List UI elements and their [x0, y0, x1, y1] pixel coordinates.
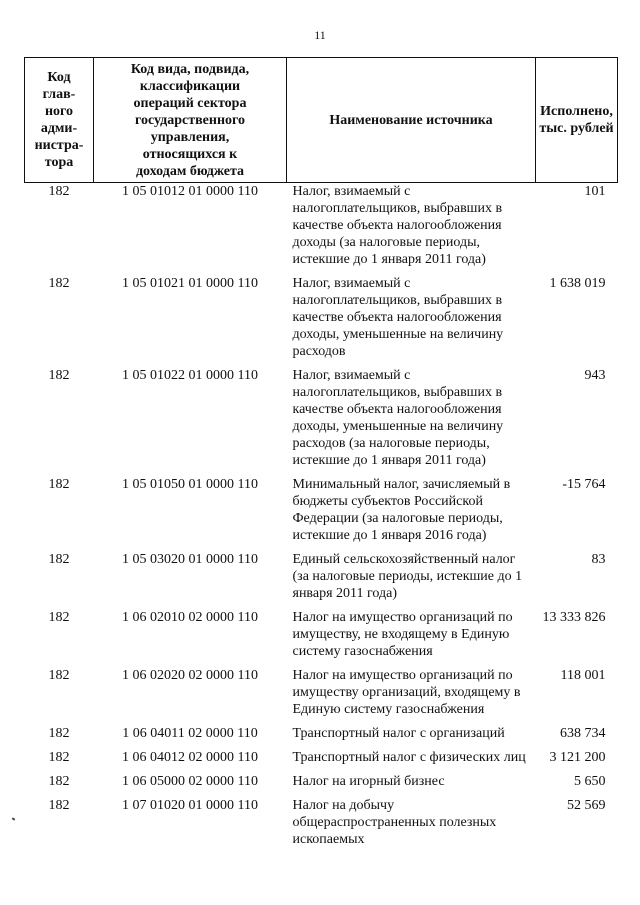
table-body: [25, 183, 618, 856]
cell-classification-code: 1 05 01021 01 0000 110: [122, 276, 258, 291]
header-executed: Исполнено, тыс. рублей: [536, 58, 618, 183]
table-row: [25, 367, 618, 476]
cell-classification-code: 1 05 01012 01 0000 110: [122, 184, 258, 199]
cell-source-name: Налог на имущество организаций по имуществу, не входящему в Единую систему газоснабжения: [292, 610, 513, 659]
cell-source-name: Налог, взимаемый с налогоплательщиков, выбравших в качестве объекта налогообложения доходы, уменьшенные на величину расходов (за налоговые периоды, истекшие до 1 января 2011 года): [292, 368, 504, 468]
cell-admin-code: 182: [48, 668, 70, 683]
cell-classification-code: 1 07 01020 01 0000 110: [122, 798, 258, 813]
cell-source-name: Транспортный налог с физических лиц: [292, 750, 526, 765]
header-source-name: Наименование источника: [287, 58, 536, 183]
table-row: [25, 275, 618, 367]
page-number: 11: [314, 28, 326, 42]
stray-mark: [12, 817, 16, 820]
cell-classification-code: 1 06 05000 02 0000 110: [122, 774, 258, 789]
cell-executed-amount: 101: [584, 184, 606, 199]
cell-admin-code: 182: [48, 774, 70, 789]
table-row: [25, 551, 618, 609]
table-row: [25, 725, 618, 749]
cell-classification-code: 1 06 02020 02 0000 110: [122, 668, 258, 683]
cell-executed-amount: 13 333 826: [542, 610, 606, 625]
table-row: [25, 773, 618, 797]
table-row: [25, 476, 618, 551]
cell-source-name: Налог, взимаемый с налогоплательщиков, выбравших в качестве объекта налогообложения доходы, уменьшенные на величину расходов: [292, 276, 504, 359]
table-row: [25, 797, 618, 855]
cell-executed-amount: 83: [591, 552, 606, 567]
table-row: [25, 749, 618, 773]
cell-source-name: Налог на добычу общераспространенных полезных ископаемых: [292, 798, 497, 847]
cell-admin-code: 182: [48, 610, 70, 625]
cell-executed-amount: 118 001: [560, 668, 606, 683]
table-row: [25, 183, 618, 276]
table-header-row: [25, 58, 618, 183]
cell-admin-code: 182: [48, 726, 70, 741]
cell-executed-amount: 638 734: [560, 726, 606, 741]
cell-classification-code: 1 06 04011 02 0000 110: [122, 726, 258, 741]
cell-admin-code: 182: [48, 552, 70, 567]
cell-admin-code: 182: [48, 750, 70, 765]
header-admin-code: Код глав- ного адми- нистра- тора: [25, 58, 94, 183]
cell-classification-code: 1 06 02010 02 0000 110: [122, 610, 258, 625]
cell-source-name: Единый сельскохозяйственный налог (за налоговые периоды, истекшие до 1 января 2011 года): [292, 552, 523, 601]
cell-executed-amount: 943: [584, 368, 606, 383]
cell-source-name: Налог на имущество организаций по имуществу организаций, входящему в Единую систему газоснабжения: [292, 668, 521, 717]
cell-executed-amount: 3 121 200: [549, 750, 606, 765]
table-row: [25, 609, 618, 667]
cell-executed-amount: 1 638 019: [549, 276, 606, 291]
cell-classification-code: 1 05 03020 01 0000 110: [122, 552, 258, 567]
cell-classification-code: 1 05 01050 01 0000 110: [122, 477, 258, 492]
cell-admin-code: 182: [48, 798, 70, 813]
revenue-sources-table: [24, 57, 618, 855]
cell-source-name: Минимальный налог, зачисляемый в бюджеты субъектов Российской Федерации (за налоговые периоды, истекшие до 1 января 2016 года): [292, 477, 511, 543]
cell-executed-amount: -15 764: [562, 477, 606, 492]
header-classification-code: Код вида, подвида, классификации операций сектора государственного управления, относящихся к доходам бюджета: [94, 58, 287, 183]
cell-source-name: Транспортный налог с организаций: [292, 726, 505, 741]
table-row: [25, 667, 618, 725]
cell-executed-amount: 52 569: [567, 798, 606, 813]
cell-admin-code: 182: [48, 276, 70, 291]
cell-source-name: Налог на игорный бизнес: [292, 774, 445, 789]
cell-executed-amount: 5 650: [574, 774, 606, 789]
cell-classification-code: 1 06 04012 02 0000 110: [122, 750, 258, 765]
cell-admin-code: 182: [48, 184, 70, 199]
cell-classification-code: 1 05 01022 01 0000 110: [122, 368, 258, 383]
cell-admin-code: 182: [48, 368, 70, 383]
cell-source-name: Налог, взимаемый с налогоплательщиков, выбравших в качестве объекта налогообложения доходы (за налоговые периоды, истекшие до 1 января 2011 года): [292, 184, 503, 267]
cell-admin-code: 182: [48, 477, 70, 492]
